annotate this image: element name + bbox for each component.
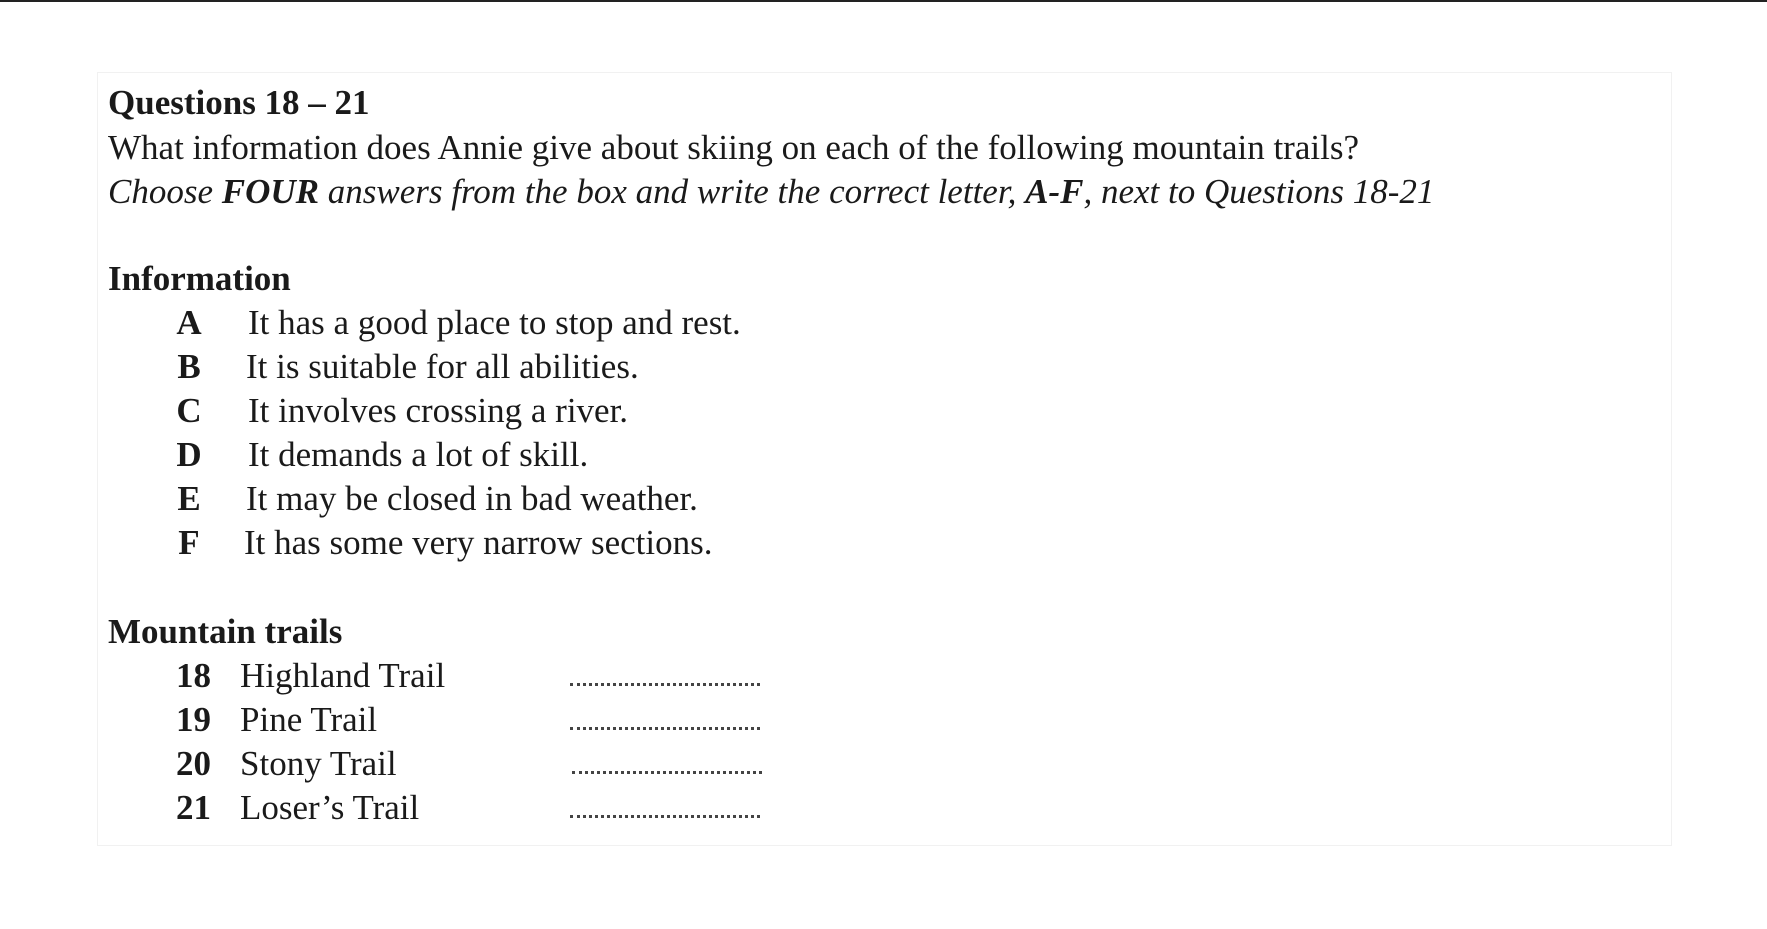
trail-name: Stony Trail — [240, 744, 397, 783]
answer-blank-18[interactable] — [570, 683, 760, 686]
option-letter: F — [178, 523, 200, 562]
instruction-part3: , next to Questions 18-21 — [1083, 172, 1435, 211]
trail-number: 20 — [176, 744, 211, 783]
option-text: It demands a lot of skill. — [248, 435, 589, 474]
answer-blank-20[interactable] — [572, 771, 762, 774]
trail-name: Loser’s Trail — [240, 788, 420, 827]
option-text: It has a good place to stop and rest. — [248, 303, 741, 342]
instruction-bold-letters: A-F — [1025, 172, 1084, 211]
option-letter: C — [176, 391, 202, 430]
option-letter: B — [177, 347, 201, 386]
top-border-line — [0, 0, 1767, 2]
trail-number: 21 — [176, 788, 211, 827]
option-letter: A — [176, 303, 202, 342]
trail-number: 19 — [176, 700, 211, 739]
question-prompt: What information does Annie give about skiing on each of the following mountain trails? — [108, 128, 1359, 167]
trails-heading: Mountain trails — [108, 612, 343, 651]
instruction-bold-word: FOUR — [221, 172, 319, 211]
option-letter: E — [177, 479, 201, 518]
option-text: It involves crossing a river. — [248, 391, 629, 430]
trail-name: Highland Trail — [240, 656, 446, 695]
instruction-part1: Choose — [108, 172, 222, 211]
option-text: It has some very narrow sections. — [244, 523, 713, 562]
information-heading: Information — [108, 259, 291, 298]
option-text: It is suitable for all abilities. — [246, 347, 639, 386]
questions-title: Questions 18 – 21 — [108, 83, 370, 122]
trail-number: 18 — [176, 656, 211, 695]
instruction-line — [108, 172, 1434, 212]
option-letter: D — [176, 435, 202, 474]
answer-blank-21[interactable] — [570, 815, 760, 818]
instruction-part2: answers from the box and write the correct letter, — [319, 172, 1026, 211]
answer-blank-19[interactable] — [570, 727, 760, 730]
option-text: It may be closed in bad weather. — [246, 479, 698, 518]
trail-name: Pine Trail — [240, 700, 378, 739]
